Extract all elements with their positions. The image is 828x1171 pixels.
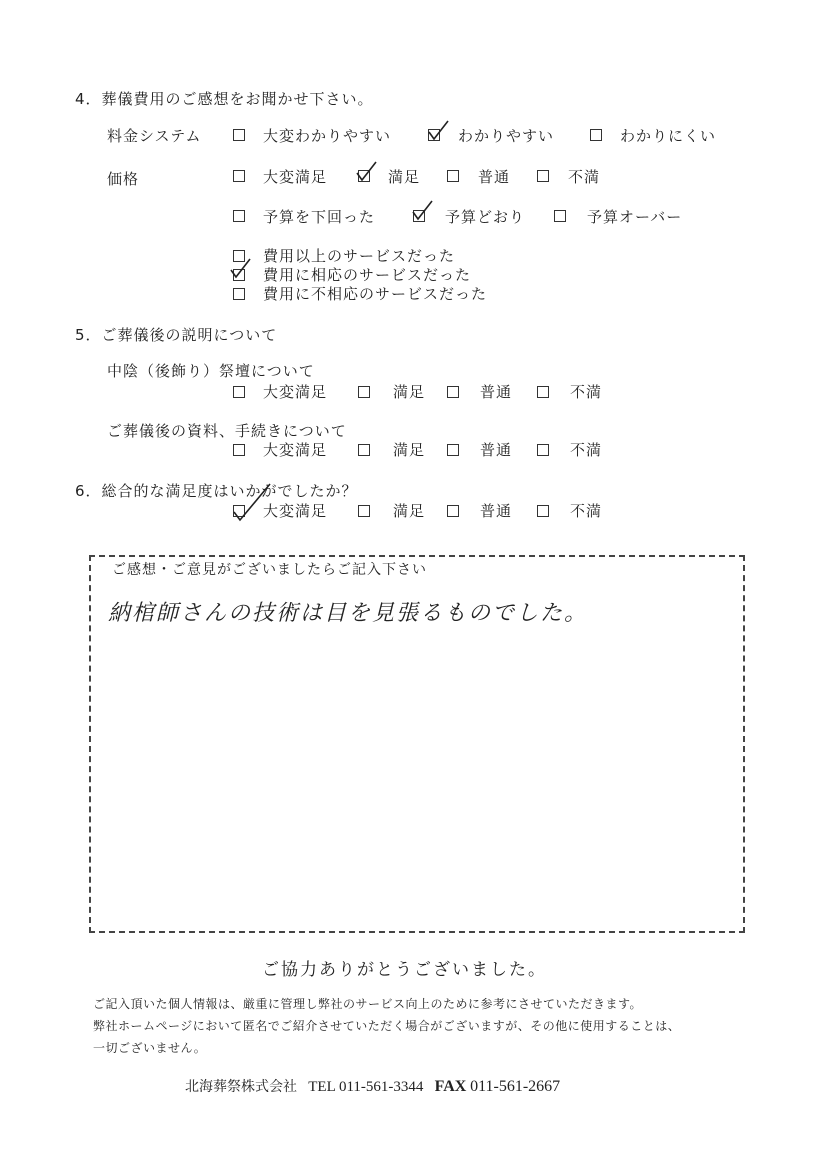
documents-option-0-checkbox[interactable] [233, 444, 245, 456]
altar-option-2-checkbox[interactable] [447, 386, 459, 398]
q6-option-1-checkbox[interactable] [358, 505, 370, 517]
thanks-message: ご協力ありがとうございました。 [262, 960, 547, 980]
altar-option-0-label: 大変満足 [263, 383, 328, 401]
altar-label: 中陰（後飾り）祭壇について [107, 362, 315, 380]
documents-label: ご葬儀後の資料、手続きについて [107, 422, 347, 440]
tel-label: TEL [308, 1079, 336, 1095]
privacy-note-line-3: 一切ございません。 [93, 1041, 207, 1055]
fee-option-0-label: 大変わかりやすい [263, 127, 392, 145]
documents-option-2-label: 普通 [480, 441, 513, 459]
company-name: 北海葬祭株式会社 [185, 1079, 297, 1095]
privacy-note-line-2: 弊社ホームページにおいて匿名でご紹介させていただく場合がございますが、その他に使用することは、 [93, 1019, 681, 1033]
documents-option-0-label: 大変満足 [263, 441, 328, 459]
q6-option-0-label: 大変満足 [263, 502, 328, 520]
fee-option-1-label: わかりやすい [458, 127, 555, 145]
price-row1-option-0-checkbox[interactable] [233, 170, 245, 182]
price-row1-option-2-checkbox[interactable] [447, 170, 459, 182]
checkmark-icon [428, 120, 450, 140]
q6-option-2-label: 普通 [480, 502, 513, 520]
price-row1-option-2-label: 普通 [478, 168, 511, 186]
price-row3-option-1-label: 費用に相応のサービスだった [263, 266, 472, 284]
altar-option-3-label: 不満 [570, 383, 603, 401]
documents-option-1-label: 満足 [393, 441, 426, 459]
fee-system-label: 料金システム [107, 127, 202, 145]
handwritten-comment: 納棺師さんの技術は目を見張るものでした。 [108, 601, 589, 626]
price-row2-option-1-label: 予算どおり [445, 208, 526, 226]
fee-option-0-checkbox[interactable] [233, 129, 245, 141]
price-row2-option-0-checkbox[interactable] [233, 210, 245, 222]
q6-option-3-label: 不満 [570, 502, 603, 520]
checkmark-icon [412, 200, 434, 220]
price-row2-option-0-label: 予算を下回った [263, 208, 376, 226]
tel-number: 011-561-3344 [338, 1079, 424, 1095]
price-row3-option-2-checkbox[interactable] [233, 288, 245, 300]
price-row3-option-0-label: 費用以上のサービスだった [263, 247, 456, 265]
checkmark-icon [230, 258, 252, 278]
q6-option-3-checkbox[interactable] [537, 505, 549, 517]
altar-option-0-checkbox[interactable] [233, 386, 245, 398]
q4-heading: 4．葬儀費用のご感想をお聞かせ下さい。 [75, 90, 374, 108]
q6-option-2-checkbox[interactable] [447, 505, 459, 517]
price-row2-option-2-label: 予算オーバー [587, 208, 683, 226]
price-row1-option-3-label: 不満 [568, 168, 601, 186]
price-row1-option-1-label: 満足 [388, 168, 421, 186]
comment-label: ご感想・ご意見がございましたらご記入下さい [112, 562, 427, 578]
altar-option-1-checkbox[interactable] [358, 386, 370, 398]
q5-heading: 5．ご葬儀後の説明について [75, 326, 278, 344]
price-row1-option-3-checkbox[interactable] [537, 170, 549, 182]
altar-option-1-label: 満足 [393, 383, 426, 401]
privacy-note-line-1: ご記入頂いた個人情報は、厳重に管理し弊社のサービス向上のために参考にさせていただきます。 [93, 997, 643, 1011]
fax-number: 011-561-2667 [470, 1078, 561, 1095]
price-row3-option-2-label: 費用に不相応のサービスだった [263, 285, 488, 303]
documents-option-2-checkbox[interactable] [447, 444, 459, 456]
altar-option-3-checkbox[interactable] [537, 386, 549, 398]
fee-option-2-label: わかりにくい [620, 127, 717, 145]
fax-label: FAX [434, 1078, 467, 1095]
price-label: 価格 [107, 170, 140, 188]
checkmark-icon [356, 161, 378, 181]
company-footer [185, 1076, 560, 1096]
altar-option-2-label: 普通 [480, 383, 513, 401]
fee-option-2-checkbox[interactable] [590, 129, 602, 141]
documents-option-1-checkbox[interactable] [358, 444, 370, 456]
q6-option-1-label: 満足 [393, 502, 426, 520]
price-row2-option-2-checkbox[interactable] [554, 210, 566, 222]
documents-option-3-checkbox[interactable] [537, 444, 549, 456]
documents-option-3-label: 不満 [570, 441, 603, 459]
price-row1-option-0-label: 大変満足 [263, 168, 328, 186]
q6-heading: 6．総合的な満足度はいかがでしたか？ [75, 482, 358, 500]
